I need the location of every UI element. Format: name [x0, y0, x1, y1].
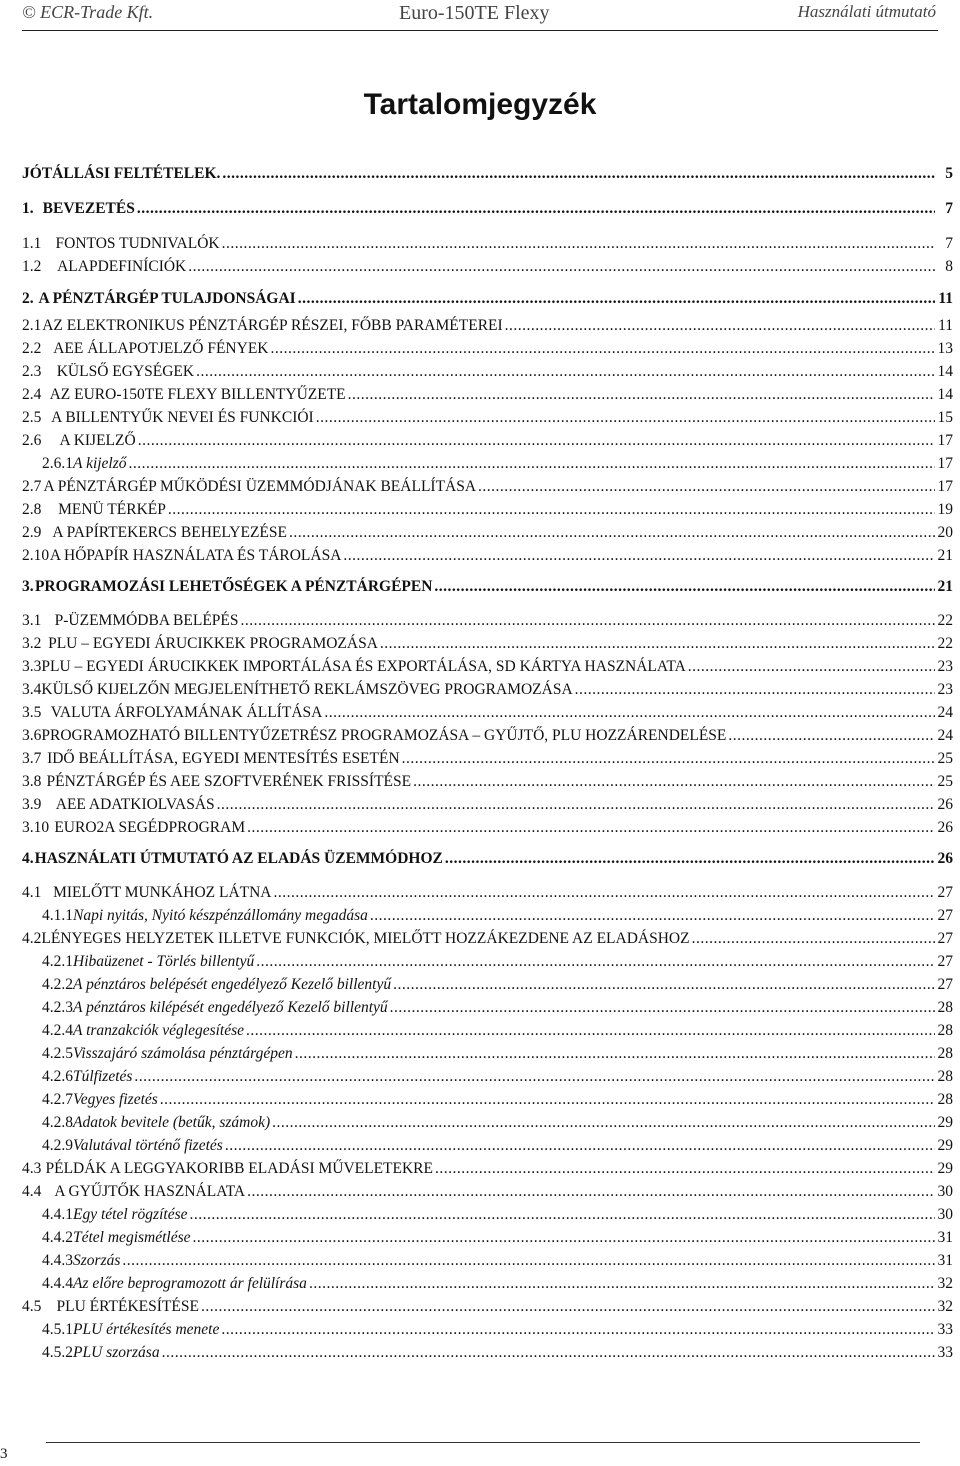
toc-entry[interactable] [22, 612, 953, 630]
toc-entry-page: 29 [937, 1137, 953, 1154]
toc-entry-page: 28 [937, 1068, 953, 1085]
toc-leader-dots [728, 727, 935, 745]
toc-leader-dots [343, 547, 935, 565]
toc-entry-title: Az előre beprogramozott ár felülírása [73, 1275, 307, 1292]
toc-entry[interactable] [42, 1275, 953, 1293]
toc-entry-page: 11 [938, 317, 953, 334]
toc-leader-dots [413, 773, 935, 791]
toc-entry-page: 11 [938, 290, 953, 307]
toc-leader-dots [162, 1344, 935, 1362]
toc-entry-page: 28 [937, 1022, 953, 1039]
toc-entry-title: MIELŐTT MUNKÁHOZ LÁTNA [53, 884, 272, 901]
toc-leader-dots [324, 704, 935, 722]
toc-leader-dots [222, 235, 935, 253]
toc-entry[interactable] [22, 658, 953, 676]
toc-entry[interactable] [42, 1252, 953, 1270]
toc-entry-title: Napi nyitás, Nyitó készpénzállomány megadása [73, 907, 368, 924]
toc-entry[interactable] [42, 953, 953, 971]
toc-entry-number: 4.2.8 [42, 1114, 73, 1131]
toc-entry-number: 4.2.2 [42, 976, 73, 993]
toc-entry-number: 3. [22, 578, 34, 595]
toc-entry-title: Szorzás [73, 1252, 121, 1269]
toc-entry-page: 32 [937, 1298, 953, 1315]
toc-entry[interactable] [42, 1091, 953, 1109]
toc-leader-dots [247, 1183, 935, 1201]
toc-entry-page: 29 [937, 1160, 953, 1177]
toc-entry[interactable] [22, 547, 953, 565]
toc-leader-dots [505, 317, 935, 335]
toc-entry-page: 28 [937, 1091, 953, 1108]
toc-entry-page: 15 [937, 409, 953, 426]
toc-entry-title: Hibaüzenet - Törlés billentyű [73, 953, 255, 970]
toc-entry[interactable] [22, 750, 953, 768]
toc-entry-page: 30 [937, 1183, 953, 1200]
toc-entry-number: 2.3 [22, 363, 42, 380]
toc-entry-page: 27 [937, 907, 953, 924]
toc-leader-dots [217, 796, 935, 814]
toc-entry-page: 32 [937, 1275, 953, 1292]
toc-entry-title: P-ÜZEMMÓDBA BELÉPÉS [54, 612, 239, 629]
toc-entry-number: 2.1 [22, 317, 42, 334]
toc-leader-dots [688, 658, 935, 676]
toc-entry-title: AEE ADATKIOLVASÁS [55, 796, 215, 813]
toc-entry[interactable] [22, 850, 953, 868]
toc-entry-title: PLU szorzása [73, 1344, 160, 1361]
toc-entry[interactable] [22, 258, 953, 276]
toc-entry-number: 2.8 [22, 501, 42, 518]
toc-entry-page: 22 [937, 635, 953, 652]
toc-leader-dots [575, 681, 935, 699]
toc-entry-page: 27 [937, 884, 953, 901]
toc-entry-title: Valutával történő fizetés [73, 1137, 223, 1154]
toc-entry-number: 4.1 [22, 884, 42, 901]
toc-entry-number: 3.3 [22, 658, 42, 675]
toc-entry[interactable] [22, 819, 953, 837]
toc-leader-dots [272, 1114, 935, 1132]
toc-entry-page: 5 [945, 165, 953, 182]
toc-entry[interactable] [22, 1183, 953, 1201]
toc-entry-page: 22 [937, 612, 953, 629]
toc-entry-page: 23 [937, 681, 953, 698]
toc-entry-number: 2.5 [22, 409, 42, 426]
toc-entry-number: 3.10 [22, 819, 50, 836]
toc-entry[interactable] [22, 681, 953, 699]
toc-leader-dots [122, 1252, 935, 1270]
toc-leader-dots [289, 524, 935, 542]
toc-leader-dots [221, 1321, 935, 1339]
toc-entry-page: 7 [945, 200, 953, 217]
toc-entry-title: KÜLSŐ KIJELZŐN MEGJELENÍTHETŐ REKLÁMSZÖVEG PROGRAMOZÁSA [41, 681, 573, 698]
toc-entry[interactable] [42, 1068, 953, 1086]
toc-entry[interactable] [22, 409, 953, 427]
toc-entry-number: 3.2 [22, 635, 42, 652]
toc-entry-title: JÓTÁLLÁSI FELTÉTELEK. [22, 165, 221, 182]
toc-entry-number: 4.2.5 [42, 1045, 73, 1062]
toc-entry-page: 21 [937, 578, 953, 595]
toc-entry[interactable] [22, 200, 953, 218]
toc-leader-dots [129, 455, 935, 473]
toc-entry-title: PÉNZTÁRGÉP ÉS AEE SZOFTVERÉNEK FRISSÍTÉSE [46, 773, 412, 790]
toc-entry-page: 31 [937, 1252, 953, 1269]
toc-leader-dots [298, 290, 935, 308]
toc-leader-dots [692, 930, 935, 948]
toc-leader-dots [190, 1206, 936, 1224]
toc-entry[interactable] [22, 432, 953, 450]
toc-entry-number: 4. [22, 850, 34, 867]
toc-entry-page: 24 [937, 727, 953, 744]
toc-leader-dots [316, 409, 935, 427]
toc-entry-number: 3.9 [22, 796, 42, 813]
toc-entry[interactable] [42, 1114, 953, 1132]
toc-entry-page: 26 [937, 796, 953, 813]
toc-entry[interactable] [22, 235, 953, 253]
toc-entry-title: A HŐPAPÍR HASZNÁLATA ÉS TÁROLÁSA [49, 547, 342, 564]
toc-entry-title: KÜLSŐ EGYSÉGEK [56, 363, 195, 380]
toc-entry-number: 4.5.1 [42, 1321, 73, 1338]
toc-entry[interactable] [22, 796, 953, 814]
toc-entry-page: 20 [937, 524, 953, 541]
toc-leader-dots [380, 635, 935, 653]
toc-entry[interactable] [42, 1344, 953, 1362]
toc-entry[interactable] [22, 386, 953, 404]
toc-entry-title: ALAPDEFINÍCIÓK [57, 258, 187, 275]
toc-entry-number: 2.2 [22, 340, 42, 357]
toc-entry-page: 14 [937, 363, 953, 380]
toc-entry-page: 26 [937, 850, 953, 867]
toc-leader-dots [295, 1045, 935, 1063]
toc-entry-number: 1.2 [22, 258, 42, 275]
toc-leader-dots [222, 165, 935, 183]
toc-entry-number: 3.6 [22, 727, 42, 744]
toc-entry-page: 25 [937, 750, 953, 767]
toc-entry-title: MENÜ TÉRKÉP [58, 501, 166, 518]
toc-entry-title: PLU – EGYEDI ÁRUCIKKEK IMPORTÁLÁSA ÉS EXPORTÁLÁSA, SD KÁRTYA HASZNÁLATA [41, 658, 686, 675]
toc-entry-number: 4.2.4 [42, 1022, 73, 1039]
toc-entry-title: EURO2A SEGÉDPROGRAM [54, 819, 246, 836]
toc-entry-page: 31 [937, 1229, 953, 1246]
toc-entry-number: 2.7 [22, 478, 42, 495]
toc-entry-page: 13 [937, 340, 953, 357]
toc-leader-dots [271, 340, 936, 358]
toc-entry-number: 4.3 [22, 1160, 42, 1177]
toc-leader-dots [137, 200, 935, 218]
toc-entry-page: 29 [937, 1114, 953, 1131]
toc-entry-title: LÉNYEGES HELYZETEK ILLETVE FUNKCIÓK, MIELŐTT HOZZÁKEZDENE AZ ELADÁSHOZ [41, 930, 690, 947]
toc-entry-page: 17 [937, 432, 953, 449]
toc-leader-dots [393, 976, 935, 994]
toc-entry[interactable] [42, 1022, 953, 1040]
toc-leader-dots [168, 501, 935, 519]
toc-entry-page: 14 [937, 386, 953, 403]
toc-entry-page: 23 [937, 658, 953, 675]
toc-entry-page: 25 [937, 773, 953, 790]
toc-entry-title: AEE ÁLLAPOTJELZŐ FÉNYEK [53, 340, 269, 357]
toc-leader-dots [256, 953, 935, 971]
toc-entry[interactable] [22, 317, 953, 335]
toc-entry-title: A pénztáros belépését engedélyező Kezelő billentyű [73, 976, 392, 993]
toc-entry[interactable] [22, 524, 953, 542]
toc-entry[interactable] [42, 455, 953, 473]
toc-entry-page: 30 [937, 1206, 953, 1223]
page-number: 3 [0, 1446, 8, 1462]
toc-entry-number: 4.4 [22, 1183, 42, 1200]
toc-entry-page: 7 [945, 235, 953, 252]
toc-entry-number: 3.1 [22, 612, 42, 629]
toc-leader-dots [247, 819, 935, 837]
toc-entry-title: A PÉNZTÁRGÉP MŰKÖDÉSI ÜZEMMÓDJÁNAK BEÁLLÍTÁSA [43, 478, 477, 495]
toc-entry-number: 2.9 [22, 524, 42, 541]
toc-entry-page: 28 [937, 999, 953, 1016]
toc-entry-title: A PÉNZTÁRGÉP TULAJDONSÁGAI [38, 290, 296, 307]
toc-entry-title: PROGRAMOZÁSI LEHETŐSÉGEK A PÉNZTÁRGÉPEN [34, 578, 433, 595]
toc-entry-number: 2.6 [22, 432, 42, 449]
toc-entry-page: 33 [937, 1321, 953, 1338]
toc-entry-number: 3.5 [22, 704, 42, 721]
toc-entry-number: 1. [22, 200, 34, 217]
toc-entry-title: Visszajáró számolása pénztárgépen [73, 1045, 293, 1062]
toc-entry-number: 4.4.4 [42, 1275, 73, 1292]
toc-leader-dots [225, 1137, 935, 1155]
toc-entry-number: 2.10 [22, 547, 50, 564]
toc-entry-title: HASZNÁLATI ÚTMUTATÓ AZ ELADÁS ÜZEMMÓDHOZ [34, 850, 443, 867]
toc-entry-number: 4.2.6 [42, 1068, 73, 1085]
toc-entry-number: 4.1.1 [42, 907, 73, 924]
toc-entry[interactable] [42, 999, 953, 1017]
toc-entry-page: 17 [937, 478, 953, 495]
toc-entry[interactable] [22, 578, 953, 596]
page-header [22, 0, 938, 31]
toc-entry-title: A KIJELZŐ [59, 432, 136, 449]
toc-entry-number: 4.4.1 [42, 1206, 73, 1223]
toc-entry[interactable] [22, 165, 953, 183]
toc-entry[interactable] [42, 1045, 953, 1063]
toc-entry[interactable] [22, 290, 953, 308]
toc-entry-title: BEVEZETÉS [42, 200, 135, 217]
toc-entry-page: 17 [937, 455, 953, 472]
toc-entry-number: 4.5.2 [42, 1344, 73, 1361]
toc-entry[interactable] [22, 363, 953, 381]
toc-entry-title: FONTOS TUDNIVALÓK [55, 235, 220, 252]
toc-entry-title: Adatok bevitele (betűk, számok) [73, 1114, 271, 1131]
toc-entry-number: 3.4 [22, 681, 42, 698]
toc-leader-dots [435, 1160, 935, 1178]
toc-leader-dots [309, 1275, 935, 1293]
toc-entry-title: PLU – EGYEDI ÁRUCIKKEK PROGRAMOZÁSA [48, 635, 378, 652]
toc-entry-title: PLU ÉRTÉKESÍTÉSE [56, 1298, 199, 1315]
toc-entry-page: 8 [945, 258, 953, 275]
toc-leader-dots [134, 1068, 935, 1086]
toc-leader-dots [188, 258, 935, 276]
toc-leader-dots [348, 386, 935, 404]
toc-entry[interactable] [22, 930, 953, 948]
toc-entry-number: 2.6.1 [42, 455, 73, 472]
toc-entry-number: 4.2.7 [42, 1091, 73, 1108]
toc-leader-dots [196, 363, 935, 381]
toc-entry-title: PROGRAMOZHATÓ BILLENTYŰZETRÉSZ PROGRAMOZÁSA – GYŰJTŐ, PLU HOZZÁRENDELÉSE [41, 727, 727, 744]
toc-leader-dots [445, 850, 935, 868]
toc-entry-title: IDŐ BEÁLLÍTÁSA, EGYEDI MENTESÍTÉS ESETÉN [47, 750, 400, 767]
toc-entry-title: AZ ELEKTRONIKUS PÉNZTÁRGÉP RÉSZEI, FŐBB PARAMÉTEREI [42, 317, 503, 334]
toc-entry-number: 4.4.3 [42, 1252, 73, 1269]
toc-entry-title: PÉLDÁK A LEGGYAKORIBB ELADÁSI MŰVELETEKRE [45, 1160, 433, 1177]
toc-entry[interactable] [22, 1160, 953, 1178]
toc-entry[interactable] [42, 976, 953, 994]
toc-entry[interactable] [42, 1206, 953, 1224]
toc-entry-page: 19 [937, 501, 953, 518]
toc-entry[interactable] [22, 704, 953, 722]
toc-entry-number: 1.1 [22, 235, 42, 252]
toc-entry-title: A BILLENTYŰK NEVEI ÉS FUNKCIÓI [51, 409, 314, 426]
toc-entry-title: Tétel megismétlése [73, 1229, 191, 1246]
toc-entry-page: 21 [937, 547, 953, 564]
toc-entry-number: 4.4.2 [42, 1229, 73, 1246]
toc-entry[interactable] [42, 1137, 953, 1155]
toc-entry-number: 4.2 [22, 930, 42, 947]
toc-entry-page: 27 [937, 976, 953, 993]
toc-entry-number: 4.2.9 [42, 1137, 73, 1154]
toc-entry-title: A GYŰJTŐK HASZNÁLATA [54, 1183, 246, 1200]
toc-entry-title: A kijelző [73, 455, 127, 472]
toc-entry-title: A tranzakciók véglegesítése [73, 1022, 245, 1039]
header-doc-type: Használati útmutató [797, 2, 936, 21]
toc-entry-title: Egy tétel rögzítése [73, 1206, 188, 1223]
toc-leader-dots [201, 1298, 935, 1316]
toc-leader-dots [402, 750, 935, 768]
toc-entry-number: 4.2.3 [42, 999, 73, 1016]
toc-entry[interactable] [42, 1321, 953, 1339]
toc-entry[interactable] [22, 773, 953, 791]
toc-leader-dots [193, 1229, 935, 1247]
toc-entry-number: 3.7 [22, 750, 42, 767]
toc-entry[interactable] [22, 478, 953, 496]
toc-entry[interactable] [22, 727, 953, 745]
toc-entry-title: A pénztáros kilépését engedélyező Kezelő billentyű [73, 999, 388, 1016]
toc-entry-page: 27 [937, 930, 953, 947]
toc-leader-dots [478, 478, 935, 496]
toc-entry-title: A PAPÍRTEKERCS BEHELYEZÉSE [52, 524, 287, 541]
header-product: Euro-150TE Flexy [399, 2, 550, 24]
page-title: Tartalomjegyzék [363, 88, 597, 121]
toc-leader-dots [241, 612, 935, 630]
toc-leader-dots [138, 432, 935, 450]
toc-entry-title: Túlfizetés [73, 1068, 133, 1085]
toc-entry-page: 28 [937, 1045, 953, 1062]
toc-entry-title: PLU értékesítés menete [73, 1321, 220, 1338]
toc-entry-number: 3.8 [22, 773, 42, 790]
toc-entry-page: 33 [937, 1344, 953, 1361]
toc-entry[interactable] [22, 1298, 953, 1316]
toc-entry-page: 24 [937, 704, 953, 721]
toc-entry[interactable] [22, 340, 953, 358]
toc-entry[interactable] [22, 501, 953, 519]
toc-entry-title: AZ EURO-150TE FLEXY BILLENTYŰZETE [49, 386, 346, 403]
toc-entry-number: 4.5 [22, 1298, 42, 1315]
footer-divider [46, 1442, 920, 1443]
toc-entry-title: Vegyes fizetés [73, 1091, 158, 1108]
toc-entry-title: VALUTA ÁRFOLYAMÁNAK ÁLLÍTÁSA [50, 704, 323, 721]
toc-leader-dots [160, 1091, 935, 1109]
toc-leader-dots [274, 884, 935, 902]
toc-entry[interactable] [22, 884, 953, 902]
toc-leader-dots [390, 999, 935, 1017]
toc-entry-page: 27 [937, 953, 953, 970]
header-company: © ECR-Trade Kft. [22, 2, 154, 22]
toc-leader-dots [434, 578, 935, 596]
toc-leader-dots [246, 1022, 935, 1040]
toc-entry[interactable] [42, 1229, 953, 1247]
toc-entry-number: 2.4 [22, 386, 42, 403]
toc-entry-number: 2. [22, 290, 34, 307]
toc-entry-number: 4.2.1 [42, 953, 73, 970]
toc-entry-page: 26 [937, 819, 953, 836]
toc-leader-dots [370, 907, 935, 925]
toc-entry[interactable] [42, 907, 953, 925]
toc-entry[interactable] [22, 635, 953, 653]
